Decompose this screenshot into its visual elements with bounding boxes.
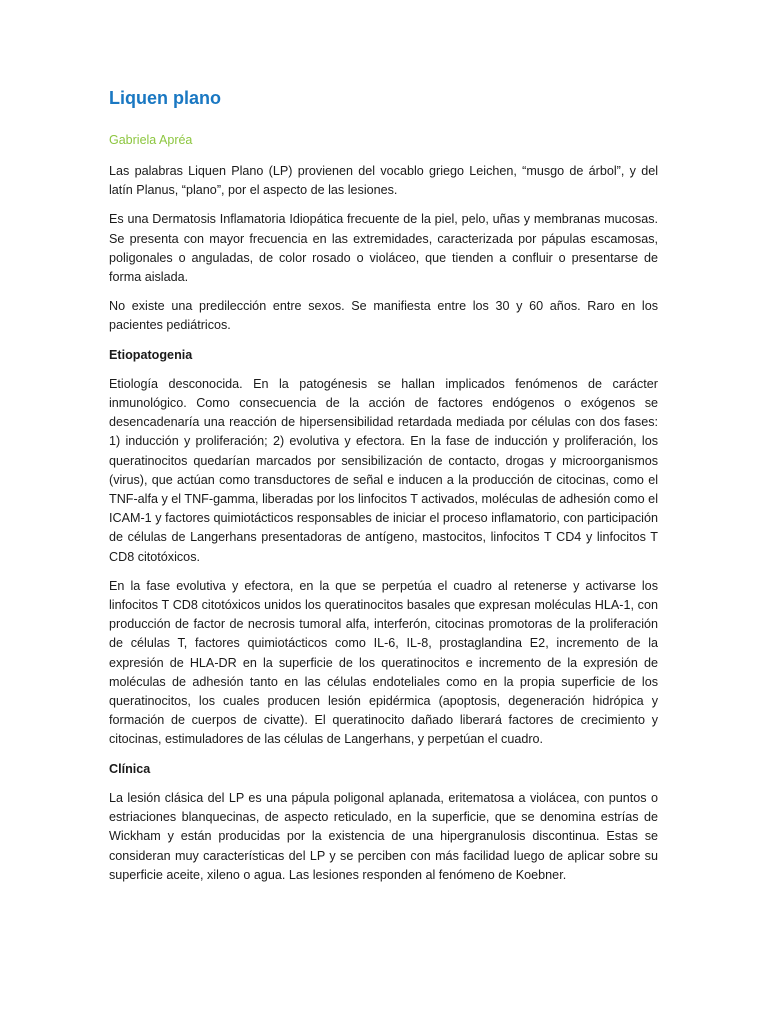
intro-paragraph-1: Las palabras Liquen Plano (LP) provienen del vocablo griego Leichen, “musgo de árbol”, y del latín Planus, “plano”, por el aspecto de las lesiones. (109, 164, 658, 198)
section-heading-etiopatogenia: Etiopatogenia (109, 347, 193, 362)
section-heading-clinica: Clínica (109, 761, 151, 776)
document-page (109, 84, 658, 895)
intro-paragraph-2: Es una Dermatosis Inflamatoria Idiopática frecuente de la piel, pelo, uñas y membranas mucosas. Se presenta con mayor frecuencia en las extremidades, caracterizada por pápulas escamosas, poligonales o anguladas, de color rosado o violáceo, que tienden a confluir o presentarse de forma aislada. (109, 212, 658, 285)
intro-paragraph-3: No existe una predilección entre sexos. Se manifiesta entre los 30 y 60 años. Raro en los pacientes pediátricos. (109, 299, 658, 333)
etiopatogenia-paragraph-1: Etiología desconocida. En la patogénesis se hallan implicados fenómenos de carácter inmunológico. Como consecuencia de la acción de factores endógenos o exógenos se desencadenaría una reacción de hipersensibilidad retardada mediada por células con dos fases: 1) inducción y proliferación; 2) evolutiva y efectora. En la fase de inducción y proliferación, los queratinocitos quedarían marcados por sensibilización de contacto, drogas y microorganismos (virus), que actúan como transductores de señal e inducen a la producción de citocinas, como el TNF-alfa y el TNF-gamma, liberadas por los linfocitos T activados, moléculas de adhesión como el ICAM-1 y factores quimiotácticos responsables de iniciar el proceso inflamatorio, con participación de células de Langerhans presentadoras de antígeno, mastocitos, linfocitos T CD4 y linfocitos T CD8 citotóxicos. (109, 376, 658, 564)
clinica-paragraph-1: La lesión clásica del LP es una pápula poligonal aplanada, eritematosa a violácea, con puntos o estriaciones blanquecinas, de aspecto reticulado, en la superficie, que se denomina estrías de Wickham y están producidas por la existencia de una hipergranulosis discontinua. Estas se consideran muy características del LP y se perciben con más facilidad luego de aplicar sobre su superficie aceite, xileno o agua. Las lesiones responden al fenómeno de Koebner. (109, 790, 658, 882)
document-title: Liquen plano (109, 88, 221, 108)
etiopatogenia-paragraph-2: En la fase evolutiva y efectora, en la que se perpetúa el cuadro al retenerse y activarse los linfocitos T CD8 citotóxicos unidos los queratinocitos basales que expresan moléculas HLA-1, con producción de factor de necrosis tumoral alfa, interferón, citocinas promotoras de la proliferación de células T, factores quimiotácticos como IL-6, IL-8, prostaglandina E2, incremento de la expresión de HLA-DR en la superficie de los queratinocitos e incremento de la expresión de moléculas de adhesión tanto en las células endoteliales como en la propia superficie de los queratinocitos, los cuales producen lesión epidérmica (apoptosis, degeneración hidrópica y formación de cuerpos de civatte). El queratinocito dañado liberará factores de crecimiento y citocinas, estimuladores de las células de Langerhans, y perpetúan el cuadro. (109, 578, 658, 747)
author-name: Gabriela Apréa (109, 133, 193, 147)
